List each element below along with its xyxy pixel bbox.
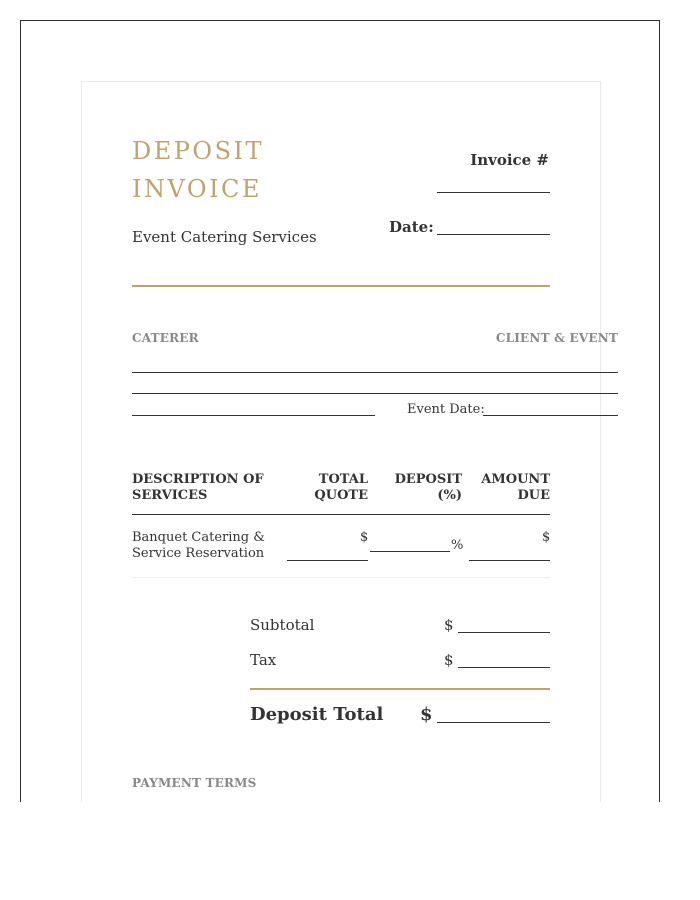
col-amount-line2: DUE	[517, 488, 550, 503]
party-line-2[interactable]	[132, 393, 618, 394]
col-total-quote-line2: QUOTE	[314, 488, 368, 503]
title-line-1: DEPOSIT	[132, 137, 265, 165]
table-header-rule	[132, 514, 550, 515]
tax-currency: $	[444, 651, 454, 669]
invoice-number-field[interactable]	[437, 192, 550, 193]
payment-terms-label: PAYMENT TERMS	[132, 776, 257, 790]
caterer-label: CATERER	[132, 331, 199, 345]
deposit-percent-field[interactable]	[370, 551, 450, 552]
amount-currency: $	[542, 530, 551, 545]
client-event-label: CLIENT & EVENT	[495, 331, 618, 345]
invoice-title	[132, 132, 264, 208]
date-field[interactable]	[437, 234, 550, 235]
col-description-line1: DESCRIPTION OF	[132, 472, 264, 487]
amount-due-field[interactable]	[469, 560, 550, 561]
subtitle: Event Catering Services	[132, 228, 317, 246]
event-date-field[interactable]	[483, 415, 618, 416]
subtotal-label: Subtotal	[250, 616, 315, 634]
deposit-total-label: Deposit Total	[250, 704, 384, 725]
party-line-1[interactable]	[132, 372, 618, 373]
date-label: Date:	[389, 218, 434, 236]
table-row-description	[132, 530, 265, 562]
deposit-total-field[interactable]	[437, 722, 550, 723]
col-description	[132, 472, 264, 504]
summary-divider	[250, 688, 550, 690]
col-description-line2: SERVICES	[132, 488, 208, 503]
subtotal-field[interactable]	[458, 632, 550, 633]
col-total-quote-line1: TOTAL	[318, 472, 368, 487]
row-desc-line1: Banquet Catering &	[132, 530, 265, 545]
caterer-line-3[interactable]	[132, 415, 375, 416]
col-amount-due	[481, 472, 550, 504]
percent-symbol: %	[451, 538, 464, 553]
col-total-quote	[314, 472, 368, 504]
subtotal-currency: $	[444, 616, 454, 634]
header-divider	[132, 285, 550, 287]
row-desc-line2: Service Reservation	[132, 546, 265, 561]
tax-field[interactable]	[458, 667, 550, 668]
deposit-total-currency: $	[420, 704, 433, 725]
total-quote-field[interactable]	[287, 560, 368, 561]
col-amount-line1: AMOUNT	[481, 472, 550, 487]
col-deposit-line2: (%)	[437, 488, 462, 503]
title-line-2: INVOICE	[132, 175, 262, 203]
invoice-number-label: Invoice #	[470, 151, 549, 169]
event-date-label: Event Date:	[407, 402, 485, 417]
tax-label: Tax	[250, 651, 277, 669]
col-deposit-line1: DEPOSIT	[394, 472, 462, 487]
table-row-divider	[132, 577, 550, 578]
col-deposit-percent	[395, 472, 462, 504]
quote-currency: $	[360, 530, 369, 545]
